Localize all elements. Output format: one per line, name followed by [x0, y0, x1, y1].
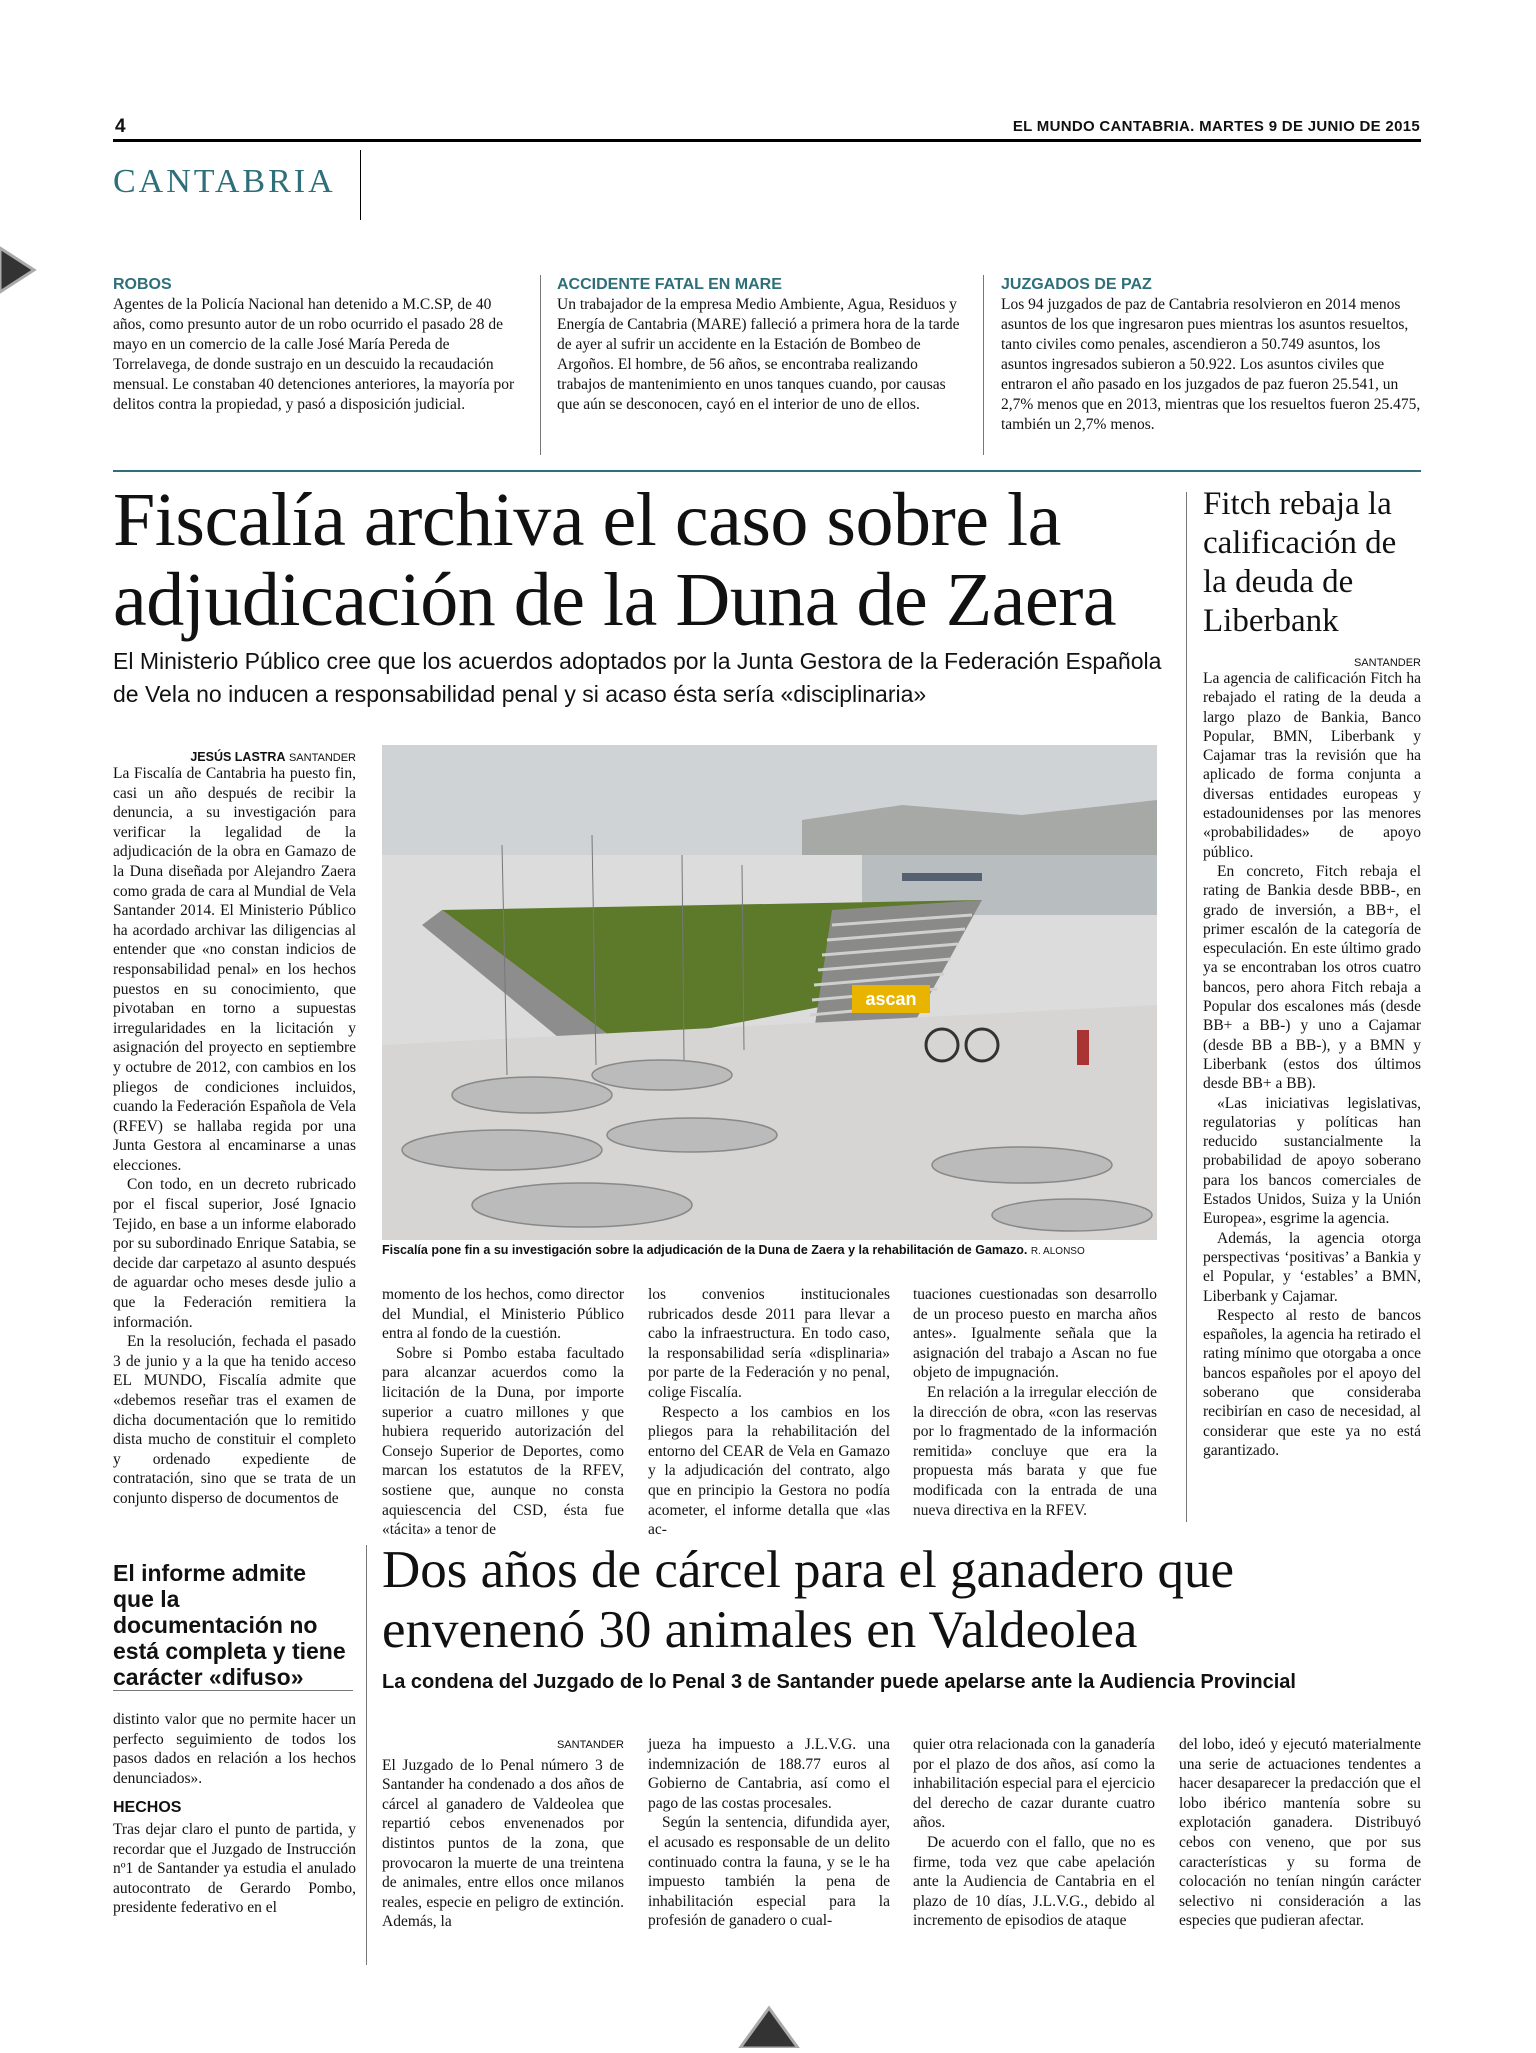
byline: [113, 750, 356, 764]
paragraph: La Fiscalía de Cantabria ha puesto fin, casi un año después de recibir la denuncia, a su investigación para verificar la legalidad de la adjudicación de la obra en Gamazo de la Duna diseñada por Alejandro Zaera como grada de cara al Mundial de Vela Santander 2014. El Ministerio Público ha acordado archivar las diligencias al entender que «no constan indicios de responsabilidad penal» en los hechos puestos en su conocimiento, que pivotaban en torno a supuestas irregularidades en la licitación y asignación del proyecto en septiembre y octubre de 2012, con cambios en los pliegos de condiciones incluidos, cuando la Federación Española de Vela (RFEV) se hallaba regida por una Junta Gestora al encaminarse a unas elecciones.: [113, 765, 356, 1174]
second-headline: Dos años de cárcel para el ganadero que envenenó 30 animales en Valdeolea: [382, 1541, 1234, 1659]
second-column-3: [913, 1735, 1155, 1931]
second-column-2: [648, 1735, 890, 1931]
brief-text: Los 94 juzgados de paz de Cantabria resolvieron en 2014 menos asuntos de los que ingresaron pues mientras los asuntos resueltos, tanto civiles como penales, ascendieron a 50.749 asuntos, los asuntos ingresados subieron a 50.922. Los asuntos civiles que entraron el año pasado en los juzgados de paz fueron 25.541, un 2,7% menos que en 2013, mientras que los resueltos fueron 25.475, también un 2,7% menos.: [1001, 296, 1421, 433]
brief-text: Agentes de la Policía Nacional han detenido a M.C.SP, de 40 años, como presunto autor de un robo ocurrido el pasado 28 de mayo en un comercio de la calle José María Pereda de Torrelavega, de donde sustrajo en un descuido la recaudación mensual. Le constaban 40 detenciones anteriores, la mayoría por delitos contra la propiedad, y pasó a disposición judicial.: [113, 296, 515, 413]
location: SANTANDER: [556, 1739, 624, 1751]
paragraph: Además, la agencia otorga perspectivas ‘positivas’ a Bankia y el Popular, y ‘estables’ a BMN, Liberbank y Cajamar.: [1203, 1229, 1421, 1305]
photo-caption: [382, 1243, 1157, 1257]
paragraph: «Las iniciativas legislativas, regulatorias y políticas han reducido sustancialmente la probabilidad de apoyo soberano para los bancos comerciales de Estados Unidos, Suiza y la Unión Europea», esgrime la agencia.: [1203, 1094, 1421, 1228]
pull-quote: El informe admite que la documentación no está completa y tiene carácter «difuso»: [113, 1560, 346, 1690]
paragraph: La agencia de calificación Fitch ha rebajado el rating de la deuda a largo plazo de Bankia, Banco Popular, BMN, Liberbank y Cajamar tras la revisión que ha aplicado de forma conjunta a diversas entidades europeas y estadounidenses por las menores «probabilidades» de apoyo público.: [1203, 670, 1421, 861]
author: JESÚS LASTRA: [190, 750, 286, 764]
chevron-up-icon[interactable]: [736, 2000, 802, 2048]
main-column-4: [913, 1285, 1157, 1520]
location: SANTANDER: [1353, 657, 1421, 669]
brief-divider: [540, 275, 541, 455]
side-divider: [1186, 492, 1187, 1522]
brief-juzgados: [1001, 275, 1421, 435]
paragraph: En relación a la irregular elección de la dirección de obra, «con las reservas por lo fragmentado de la información remitida» concluye que era la propuesta más barata y que fue modificada con la entrada de una nueva directiva en la RFEV.: [913, 1383, 1157, 1519]
side-headline: Fitch rebaja la calificación de la deuda de Liberbank: [1203, 486, 1397, 639]
main-column-1: [113, 750, 356, 1509]
paragraph: tuaciones cuestionadas son desarrollo de un proceso puesto en marcha años antes». Igualmente señala que la asignación del trabajo a Ascan no fue objeto de impugnación.: [913, 1286, 1157, 1382]
paragraph: De acuerdo con el fallo, que no es firme, toda vez que cabe apelación ante la Audiencia de Cantabria en el plazo de 10 días, J.L.V.G., debido al incremento de episodios de ataque: [913, 1833, 1155, 1930]
brief-title: JUZGADOS DE PAZ: [1001, 276, 1152, 293]
chevron-left-icon[interactable]: [0, 240, 40, 300]
main-continuation: [113, 1710, 356, 1918]
paragraph: jueza ha impuesto a J.L.V.G. una indemnización de 188.77 euros al Gobierno de Cantabria, así como el pago de las costas procesales.: [648, 1736, 890, 1812]
main-column-3: [648, 1285, 890, 1540]
paragraph: Respecto al resto de bancos españoles, la agencia ha retirado el rating mínimo que otorgaba a once bancos españoles por el apoyo del soberano que consideraba recibirían en caso de necesidad, al considerar que este ya no está garantizado.: [1203, 1306, 1421, 1459]
main-headline: Fiscalía archiva el caso sobre la adjudicación de la Duna de Zaera: [113, 478, 1117, 642]
paragraph: momento de los hechos, como director del Mundial, el Ministerio Público entra al fondo de la cuestión.: [382, 1286, 624, 1343]
main-deck: El Ministerio Público cree que los acuerdos adoptados por la Junta Gestora de la Federación Española de Vela no inducen a responsabilidad penal y si acaso ésta sería «disciplinaria»: [113, 648, 1162, 707]
photo-credit: R. ALONSO: [1030, 1246, 1085, 1257]
publication-line: EL MUNDO CANTABRIA. MARTES 9 DE JUNIO DE 2015: [1012, 118, 1420, 135]
ascan-sign: ascan: [865, 989, 917, 1009]
section-title: CANTABRIA: [113, 163, 336, 200]
section-divider: [360, 150, 361, 220]
paragraph: En concreto, Fitch rebaja el rating de Bankia desde BBB-, en grado de inversión, a BB+, el primer escalón de la categoría de especulación. En este último grado ya se encontraban los otros cuatro bancos, pero ahora Fitch rebaja a Popular dos escalones más (desde BB+ a BB-) y uno a Cajamar (desde BB a BB-), y a BMN y Liberbank (estos dos últimos desde BB+ a BB).: [1203, 862, 1421, 1093]
brief-title: ACCIDENTE FATAL EN MARE: [557, 276, 782, 293]
paragraph: Tras dejar claro el punto de partida, y recordar que el Juzgado de Instrucción nº1 de Santander ya estudia el anulado autocontrato de Gerardo Pombo, presidente federativo en el: [113, 1820, 356, 1917]
header-rule: [113, 139, 1421, 142]
second-column-1: [382, 1735, 624, 1932]
paragraph: Sobre si Pombo estaba facultado para alcanzar acuerdos como la licitación de la Duna, por importe superior a cuatro millones y que hubiera requerido autorización del Consejo Superior de Deportes, como marcan los estatutos de la RFEV, sostiene que, aunque no consta aquiescencia del CSD, ésta fue «tácita» a tenor de: [382, 1344, 624, 1539]
page-number: 4: [115, 116, 126, 137]
second-deck: La condena del Juzgado de lo Penal 3 de Santander puede apelarse ante la Audiencia Provincial: [382, 1671, 1296, 1693]
caption-text: Fiscalía pone fin a su investigación sobre la adjudicación de la Duna de Zaera y la rehabilitación de Gamazo.: [382, 1243, 1028, 1257]
brief-divider: [983, 275, 984, 455]
location: SANTANDER: [288, 752, 356, 764]
column-divider: [366, 1545, 367, 1965]
paragraph: Respecto a los cambios en los pliegos para la rehabilitación del entorno del CEAR de Vela en Gamazo y la adjudicación del contrato, algo que en principio la Gestora no podía acometer, el informe detalla que «las ac-: [648, 1403, 890, 1539]
brief-title: ROBOS: [113, 276, 172, 293]
side-story: [1203, 655, 1421, 1460]
main-photo: [382, 745, 1157, 1240]
paragraph: Según la sentencia, difundida ayer, el acusado es responsable de un delito continuado contra la fauna, y se le ha impuesto también la pena de inhabilitación especial para la profesión de ganadero o cual-: [648, 1814, 890, 1930]
brief-text: Un trabajador de la empresa Medio Ambiente, Agua, Residuos y Energía de Cantabria (MARE) falleció a primera hora de la tarde de ayer al sufrir un accidente en la Estación de Bombeo de Argoños. El hombre, de 56 años, se encontraba realizando trabajos de mantenimiento en unos tanques cuando, por causas que aún se desconocen, cayó en el interior de uno de ellos.: [557, 296, 960, 413]
second-column-4: [1179, 1735, 1421, 1931]
paragraph: En la resolución, fechada el pasado 3 de junio y a la que ha tenido acceso EL MUNDO, Fiscalía admite que «debemos reseñar tras el examen de dicha documentación que lo remitido dista mucho de constituir el completo y ordenado expediente de contratación, sino que se trata de un conjunto disperso de documentos de: [113, 1333, 356, 1507]
briefs-rule: [113, 470, 1421, 472]
paragraph: Con todo, en un decreto rubricado por el fiscal superior, José Ignacio Tejido, en base a un informe elaborado por su subordinado Enrique Satabia, se decide dar carpetazo al asunto después de aguardar ocho meses desde julio a que la Federación remitiera la información.: [113, 1176, 356, 1331]
paragraph: del lobo, ideó y ejecutó materialmente una serie de actuaciones tendentes a hacer desaparecer la predacción que el lobo ibérico mantenía sobre su explotación ganadera. Distribuyó cebos con veneno, que por sus características y su forma de colocación no tenían ningún carácter selectivo ni consideración a las especies que pudieran afectar.: [1179, 1736, 1421, 1930]
paragraph: distinto valor que no permite hacer un perfecto seguimiento de todos los pasos dados en relación a los hechos denunciados».: [113, 1711, 356, 1787]
pull-quote-rule: [113, 1690, 353, 1691]
main-column-2: [382, 1285, 624, 1540]
brief-accidente: [557, 275, 967, 415]
paragraph: quier otra relacionada con la ganadería por el plazo de dos años, así como la inhabilitación especial para el ejercicio del derecho de cazar durante cuatro años.: [913, 1736, 1155, 1832]
paragraph: El Juzgado de lo Penal número 3 de Santander ha condenado a dos años de cárcel al ganadero de Valdeolea que repartió cebos envenenados por distintos puntos de la zona, que provocaron la muerte de una treintena de animales, entre ellos once milanos reales, especie en peligro de extinción. Además, la: [382, 1756, 624, 1931]
paragraph: los convenios institucionales rubricados desde 2011 para llevar a cabo la infraestructura. En todo caso, la responsabilidad sería «displinaria» por parte de la Federación y no penal, colige Fiscalía.: [648, 1286, 890, 1401]
subhead-hechos: HECHOS: [113, 1799, 182, 1817]
brief-robos: [113, 275, 523, 415]
